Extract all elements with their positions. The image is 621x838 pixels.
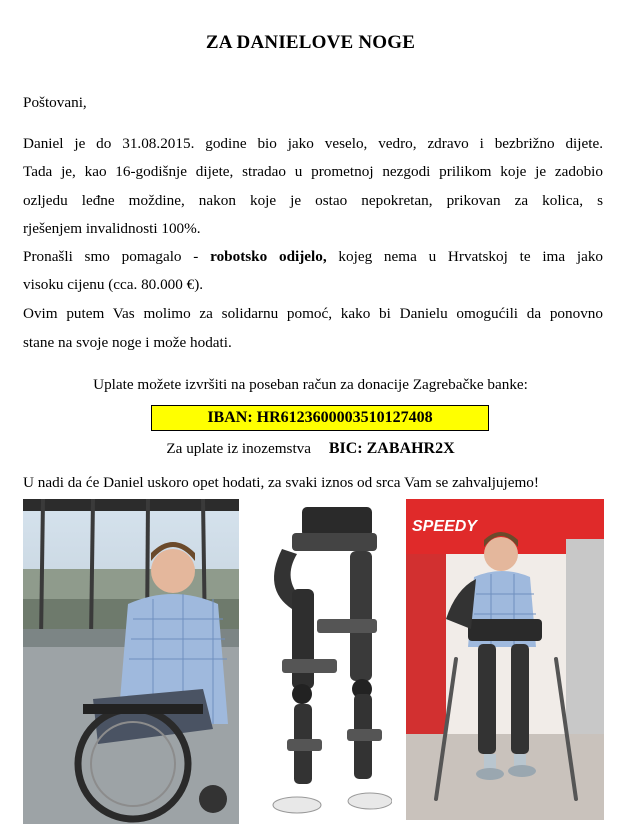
body-line: stane na svoje noge i može hodati. bbox=[23, 334, 232, 351]
body-line: ozljedu leđne moždine, nakon koje je ostao nepokretan, prikovan za kolica, s bbox=[23, 192, 603, 209]
iban-box: IBAN: HR6123600003510127408 bbox=[151, 405, 489, 431]
body-line: visoku cijenu (cca. 80.000 €). bbox=[23, 276, 204, 293]
body-line: Ovim putem Vas molimo za solidarnu pomoć, kako bi Danielu omogućili da ponovno bbox=[23, 305, 603, 322]
exoskeleton-illustration bbox=[252, 499, 392, 819]
wheelchair-photo-illustration bbox=[23, 499, 239, 824]
body-text: kojeg nema u Hrvatskoj te ima jako bbox=[326, 248, 604, 265]
donation-intro: Uplate možete izvršiti na poseban račun za donacije Zagrebačke banke: bbox=[93, 376, 528, 393]
robot-suit-emphasis: robotsko odijelo, bbox=[210, 248, 327, 265]
closing-line: U nadi da će Daniel uskoro opet hodati, za svaki iznos od srca Vam se zahvaljujemo! bbox=[23, 474, 539, 491]
photo-exoskeleton bbox=[252, 499, 392, 819]
speedy-banner-text: SPEEDY bbox=[412, 518, 477, 535]
page-title: ZA DANIELOVE NOGE bbox=[205, 32, 416, 53]
photo-walking bbox=[406, 499, 604, 820]
body-line: rješenjem invalidnosti 100%. bbox=[23, 220, 201, 237]
body-text: Pronašli smo pomagalo - bbox=[23, 248, 211, 265]
body-line: Daniel je do 31.08.2015. godine bio jako veselo, vedro, zdravo i bezbrižno dijete. bbox=[23, 135, 603, 152]
greeting: Poštovani, bbox=[23, 94, 87, 111]
body-line bbox=[23, 243, 603, 272]
photo-wheelchair bbox=[23, 499, 239, 824]
bic-code: BIC: ZABAHR2X bbox=[328, 440, 455, 457]
foreign-payment-label: Za uplate iz inozemstva bbox=[166, 440, 312, 457]
foreign-payment-line bbox=[0, 440, 621, 458]
body-line: Tada je, kao 16-godišnje dijete, stradao u prometnoj nezgodi prilikom koje je zadobio bbox=[23, 163, 603, 180]
walking-photo-illustration bbox=[406, 499, 604, 820]
